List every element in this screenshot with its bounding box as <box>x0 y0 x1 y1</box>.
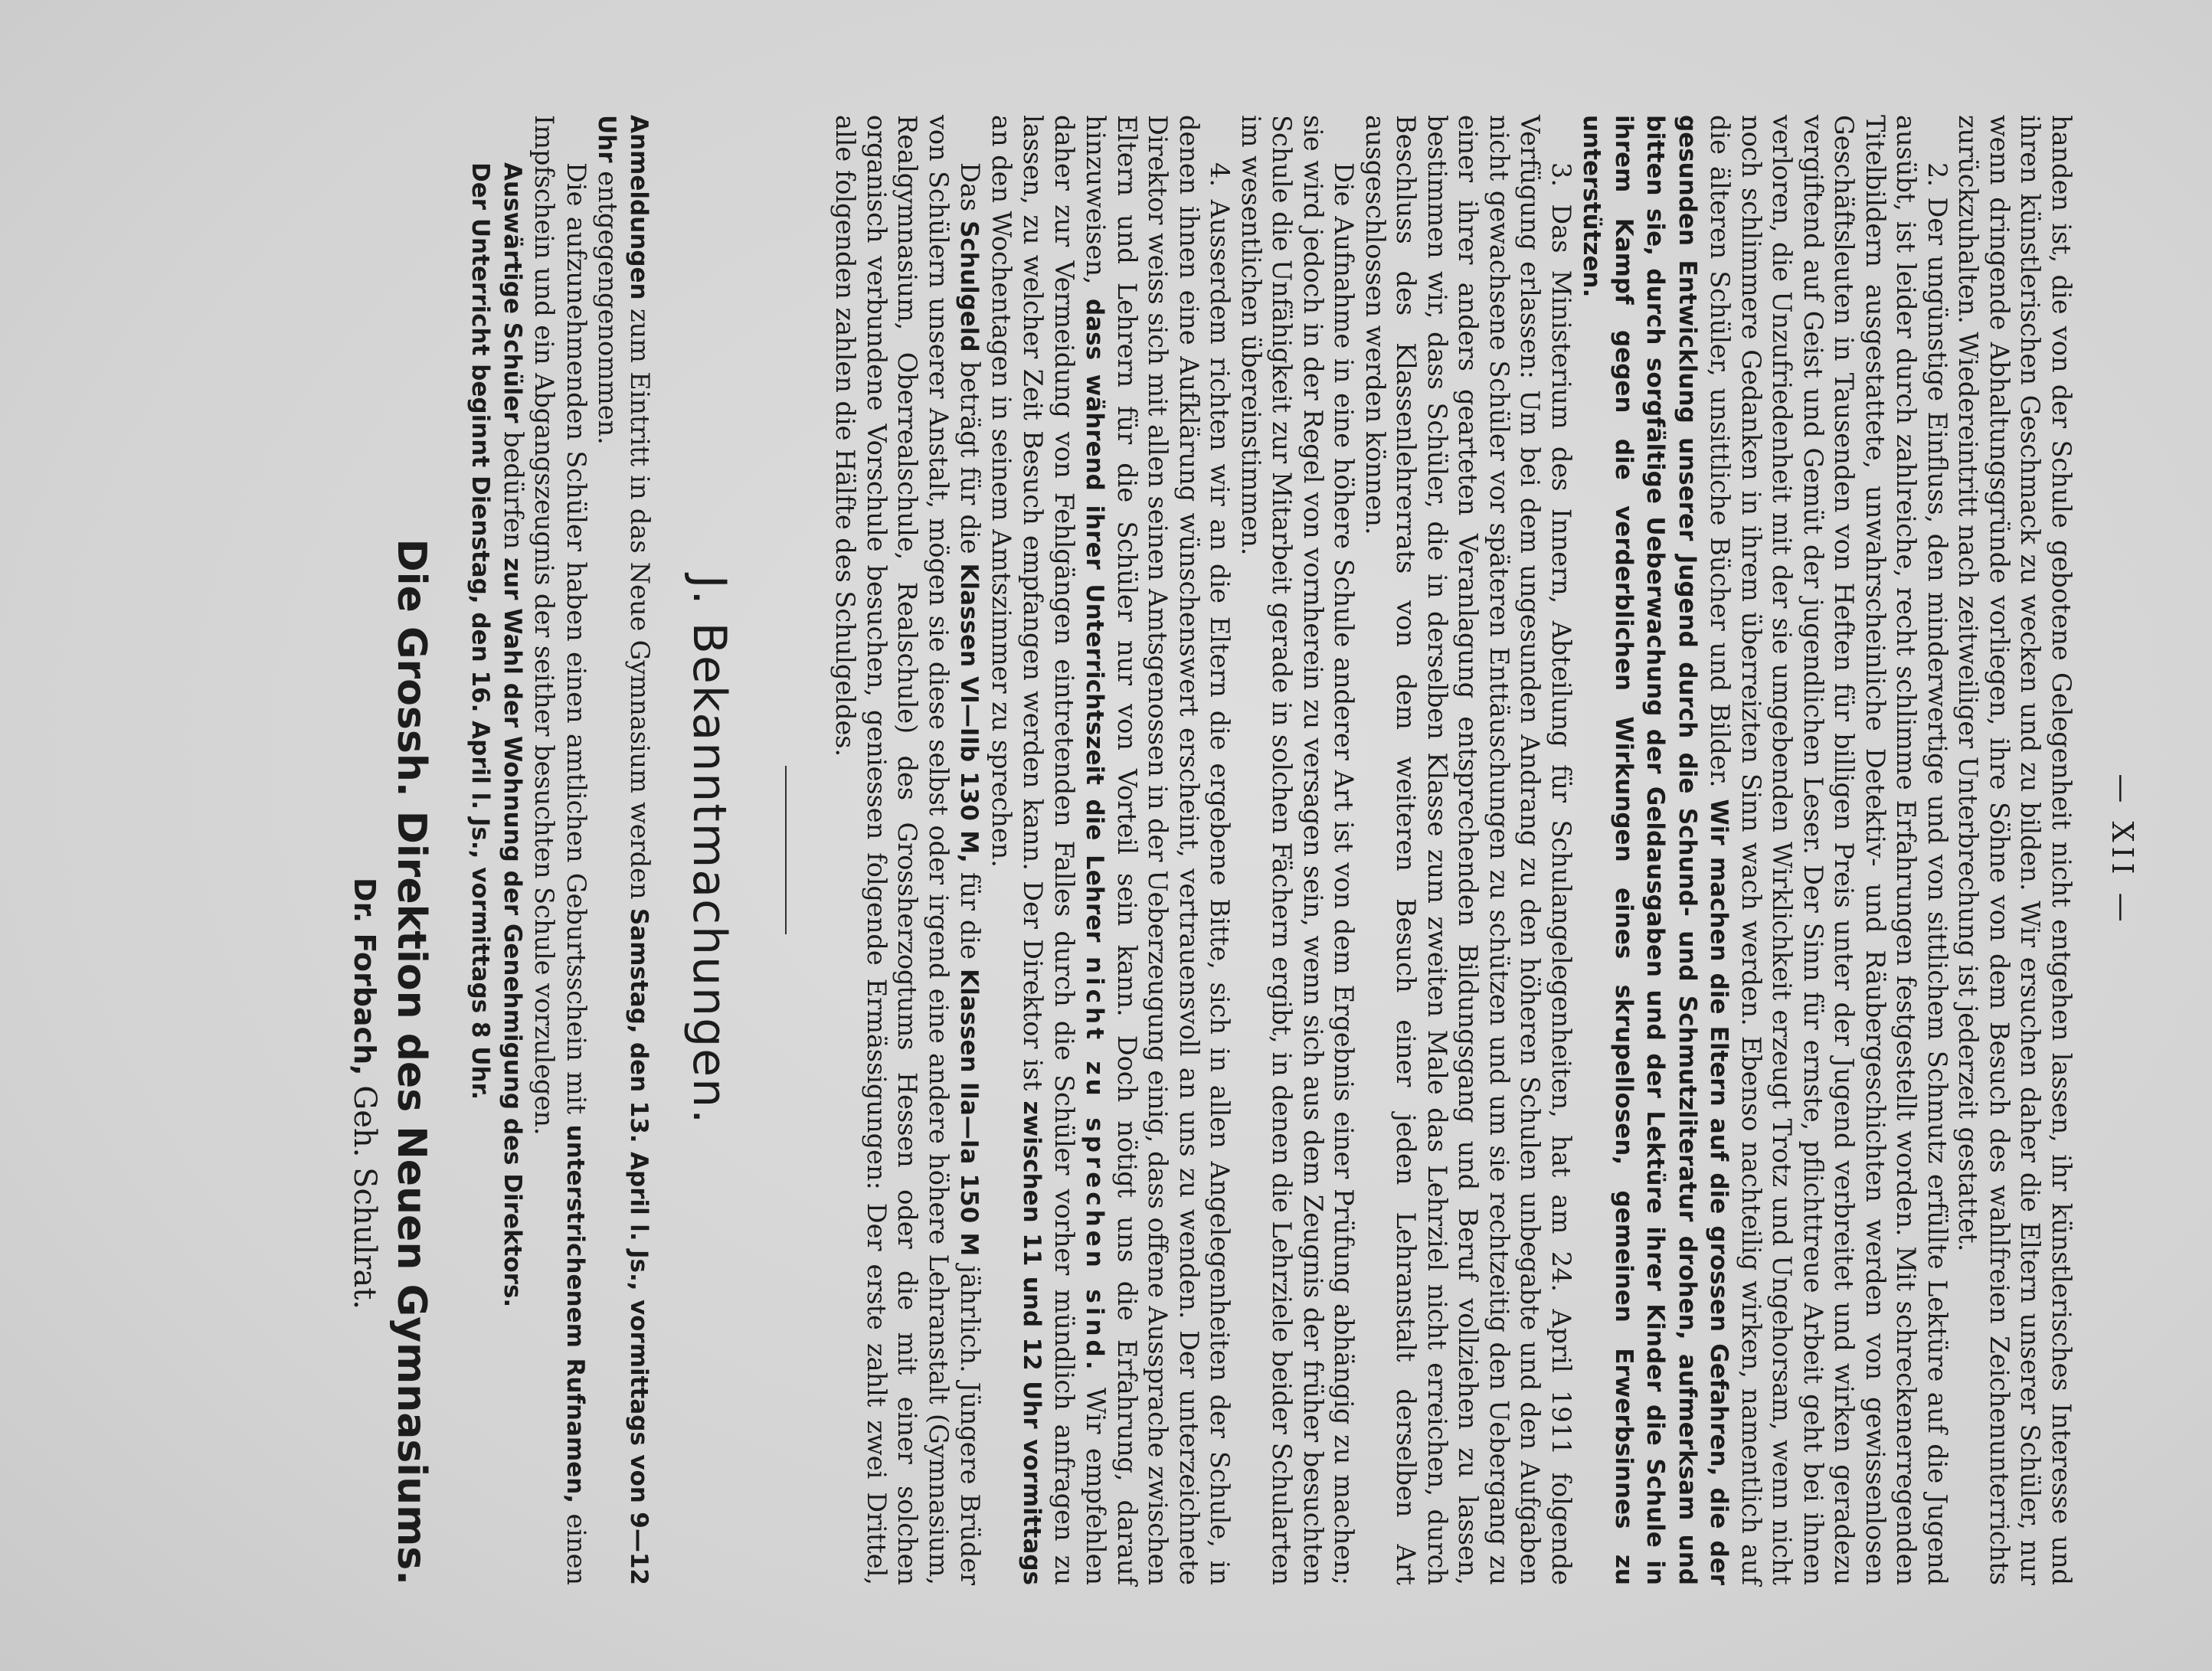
aufzunehmende-bold: unterstrichenem Rufnamen, <box>561 1124 589 1504</box>
divider-rule <box>785 766 787 934</box>
klassen-2-bold: Klassen IIa—Ia 150 M <box>955 969 983 1257</box>
auswaertige-bold-2: zur Wahl der Wohnung der Genehmigung des Direktors. <box>499 558 526 1308</box>
aufzunehmende-text-b: einen Impfschein und ein Abgangszeugnis der seither besuchten Schule vorzulegen. <box>529 115 591 1585</box>
paragraph-2-bold: Wir machen die Eltern auf die grossen Gefahren, die der gesunden Entwicklung unserer Jugend durch die Schund- und Schmutzliteratur drohen, aufmerksam und bitten sie, durch sorgfältige Ueberwachung der Geldausgaben und der Lektüre ihrer Kinder die Schule in ihrem Kampf gegen die verderblichen Wirkungen eines skrupellosen, gemeinen Erwerbsinnes zu unterstützen. <box>1578 115 1733 1586</box>
paragraph-4-spaced: nicht zu sprechen sind. <box>1081 956 1109 1374</box>
auswaertige-text: bedürfen <box>499 431 528 550</box>
paragraph-intro: handen ist, die von der Schule gebotene Gelegenheit nicht entgehen lassen, ihr künstlerisches Interesse und ihren künstlerischen Geschmack zu wecken und zu bilden. Wir ersuchen daher die Eltern unserer Schüler, nur wenn dringende Abhaltungsgründe vorliegen, ihre Söhne von dem Besuch des wahlfreien Zeichenunterrichts zurückzuhalten. Wiedereintritt nach zeitweiliger Unterbrechung ist jederzeit gestattet. <box>1953 115 2076 1585</box>
anmeldungen-bold-1: Anmeldungen <box>625 115 653 300</box>
paragraph-2 <box>1576 115 1952 1585</box>
paragraph-4-text-b: Wir empfehlen daher zur Vermeidung von Fehlgängen eintretenden Falles durch die Schüler vorher mündlich anfragen zu lassen, zu welcher Zeit Besuch empfangen werden kann. Der Direktor ist <box>1018 115 1111 1586</box>
unterricht-bold: Der Unterricht beginnt Dienstag, den 16. April l. Js., vormittags 8 Uhr. <box>466 162 495 1100</box>
schulgeld-text-b: beträgt für die <box>955 361 986 554</box>
section-title: J. Bekanntmachungen. <box>682 574 736 1126</box>
paragraph-3: 3. Das Ministerium des Innern, Abteilung für Schulangelegenheiten, hat am 24. April 1911 folgende Verfügung erlassen: Um bei dem ungesunden Andrang zu den höheren Schulen unbegabte und den Aufgaben nicht gewachsene Schüler vor späteren Enttäuschungen zu schützen und um sie rechtzeitig den Uebergang zu einer ihrer anders gearteten Veranlagung entsprechenden Bildungsgang und Beruf vollziehen zu lassen, bestimmen wir, dass Schüler, die in derselben Klasse zum zweiten Male das Lehrziel nicht erreichen, durch Beschluss des Klassenlehrerrats von dem weiteren Besuch einer jeden Lehranstalt derselben Art ausgeschlossen werden können. <box>1360 115 1576 1585</box>
paragraph-aufzunehmende <box>528 115 591 1585</box>
paragraph-aufnahme: Die Aufnahme in eine höhere Schule anderer Art ist von dem Ergebnis einer Prüfung abhängig zu machen; sie wird jedoch in der Regel von vornherein zu versagen sein, wenn sich aus dem Zeugnis der früher besuchten Schule die Unfähigkeit zur Mitarbeit gerade in solchen Fächern ergibt, in denen die Lehrziele beider Schularten im wesentlichen übereinstimmen. <box>1236 115 1360 1585</box>
paragraph-4-bold-1: dass während ihrer Unterrichtszeit die Lehrer <box>1081 299 1109 943</box>
schulgeld-text-c: für die <box>955 871 986 960</box>
schulgeld-text-a: Das <box>955 162 986 212</box>
paragraph-4-text-a: 4. Ausserdem richten wir an die Eltern die ergebene Bitte, sich in allen Angelegenheiten der Schule, in denen ihnen eine Aufklärung wünschenswert erscheint, vertrauensvoll an uns zu wenden. Der unterzeichnete Direktor weiss sich mit allen seinen Amtsgenossen in der Ueberzeugung einig, dass offene Aussprache zwischen Eltern und Lehrern für die Schüler nur von Vorteil sein kann. Doch nötigt uns die Erfahrung, darauf hinzuweisen, <box>1081 115 1235 1585</box>
schulgeld-bold: Schulgeld <box>955 221 983 352</box>
anmeldungen-text-b: entgegengenommen. <box>593 171 623 445</box>
anmeldungen-text-a: zum Eintritt in das Neue Gymnasium werden <box>625 308 655 900</box>
page-content <box>347 115 2139 1585</box>
paragraph-schulgeld <box>830 115 986 1585</box>
paragraph-anmeldungen <box>591 115 655 1585</box>
signature-line-1: Die Grossh. Direktion des Neuen Gymnasiums. <box>388 538 434 1585</box>
signature-line-2 <box>347 115 382 1310</box>
paragraph-2-text: 2. Der ungünstige Einfluss, den minderwertige und von sittlichem Schmutz erfüllte Lektüre auf die Jugend ausübt, ist leider durch zahlreiche, recht schlimme Erfahrungen festgestellt worden. Mit schreckenerregenden Titelbildern ausgestattete, unwahrscheinliche Detektiv- und Räubergeschichten werden von gewissenlosen Geschäftsleuten in Tausenden von Heften für billigen Preis unter der Jugend verbreitet und wirken geradezu vergiftend auf Geist und Gemüt der jugendlichen Leser. Der Sinn für ernste, pflichttreue Arbeit geht bei ihnen verloren, die Unzufriedenheit mit der sie umgebenden Wirklichkeit erzeugt Trotz und Ungehorsam, wenn nicht noch schlimmere Gedanken in ihrem überreizten Sinn wach werden. Ebenso nachteilig wirken, namentlich auf die älteren Schüler, unsittliche Bücher und Bilder. <box>1705 115 1952 1585</box>
schulgeld-text-d: jährlich. Jüngere Brüder von Schülern unserer Anstalt, mögen sie diese selbst oder irgend eine andere höhere Lehranstalt (Gymnasium, Realgymnasium, Oberrealschule, Realschule) des Grossherzogtums Hessen oder die mit einer solchen organisch verbundene Vorschule besuchen, geniessen folgende Ermässigungen: Der erste zahlt zwei Drittel, alle folgenden zahlen die Hälfte des Schulgeldes. <box>830 115 986 1586</box>
paragraph-4-text-c: an den Wochentagen in seinem Amtszimmer zu sprechen. <box>987 115 1016 868</box>
aufzunehmende-text-a: Die aufzunehmenden Schüler haben einen amtlichen Geburtsschein mit <box>561 162 591 1115</box>
auswaertige-bold-1: Auswärtige Schüler <box>499 162 526 423</box>
paragraph-4-bold-2: zwischen 11 und 12 Uhr vormittags <box>1018 1100 1046 1585</box>
paragraph-4 <box>986 115 1235 1585</box>
signature-name: Dr. Forbach, <box>348 877 381 1076</box>
signature-title: Geh. Schulrat. <box>347 1085 382 1310</box>
paragraph-unterricht <box>465 115 497 1585</box>
klassen-1-bold: Klassen VI—IIb 130 M, <box>955 563 983 863</box>
anmeldungen-bold-2: Samstag, den 13. April l. Js., vormittags von 9—12 Uhr <box>593 115 653 1586</box>
page-number: — XII — <box>2106 773 2139 927</box>
paragraph-auswaertige <box>497 115 529 1585</box>
